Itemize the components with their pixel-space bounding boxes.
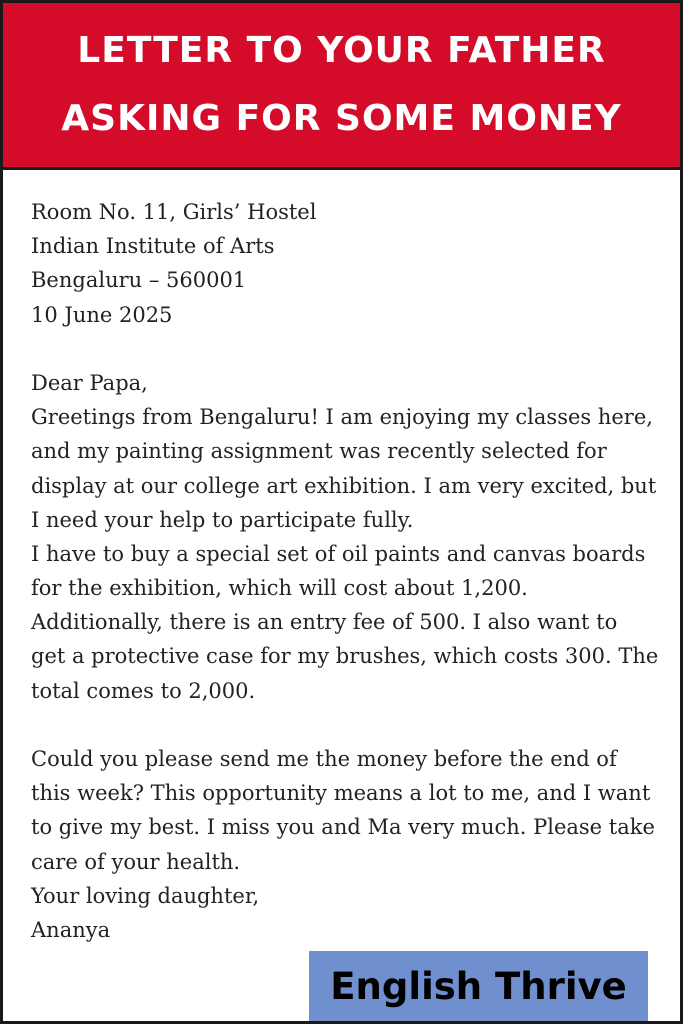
text-line: to give my best. I miss you and Ma very much. Please take: [31, 815, 655, 840]
text-line: Additionally, there is an entry fee of 500. I also want to: [31, 610, 618, 635]
sender-address: [31, 195, 661, 332]
text-line: get a protective case for my brushes, which costs 300. The: [31, 644, 659, 669]
blank-line: [31, 708, 661, 742]
closing: Your loving daughter,: [31, 883, 260, 908]
text-line: and my painting assignment was recently selected for: [31, 439, 607, 464]
text-line: I have to buy a special set of oil paints and canvas boards: [31, 541, 646, 566]
salutation: Dear Papa,: [31, 370, 148, 395]
blank-line: [31, 332, 661, 366]
brand-badge: English Thrive: [309, 951, 648, 1021]
text-line: Greetings from Bengaluru! I am enjoying my classes here,: [31, 405, 653, 430]
paragraph-2: [31, 537, 661, 708]
text-line: display at our college art exhibition. I am very excited, but: [31, 473, 657, 498]
paragraph-3: [31, 742, 661, 879]
text-line: for the exhibition, which will cost about 1,200.: [31, 576, 528, 601]
text-line: this week? This opportunity means a lot to me, and I want: [31, 781, 651, 806]
address-line: Bengaluru – 560001: [31, 268, 247, 293]
title-banner: [3, 3, 680, 170]
text-line: I need your help to participate fully.: [31, 507, 414, 532]
letter-body: [31, 195, 661, 947]
signature: Ananya: [31, 917, 111, 942]
text-line: Could you please send me the money before the end of: [31, 747, 617, 771]
address-line: Room No. 11, Girls’ Hostel: [31, 200, 317, 224]
text-line: care of your health.: [31, 849, 241, 874]
title-line-1: LETTER TO YOUR FATHER: [77, 30, 606, 71]
text-line: total comes to 2,000.: [31, 678, 256, 703]
title-line-2: ASKING FOR SOME MONEY: [61, 98, 622, 139]
paragraph-1: [31, 400, 661, 537]
letter-date: 10 June 2025: [31, 302, 173, 327]
address-line: Indian Institute of Arts: [31, 234, 275, 259]
